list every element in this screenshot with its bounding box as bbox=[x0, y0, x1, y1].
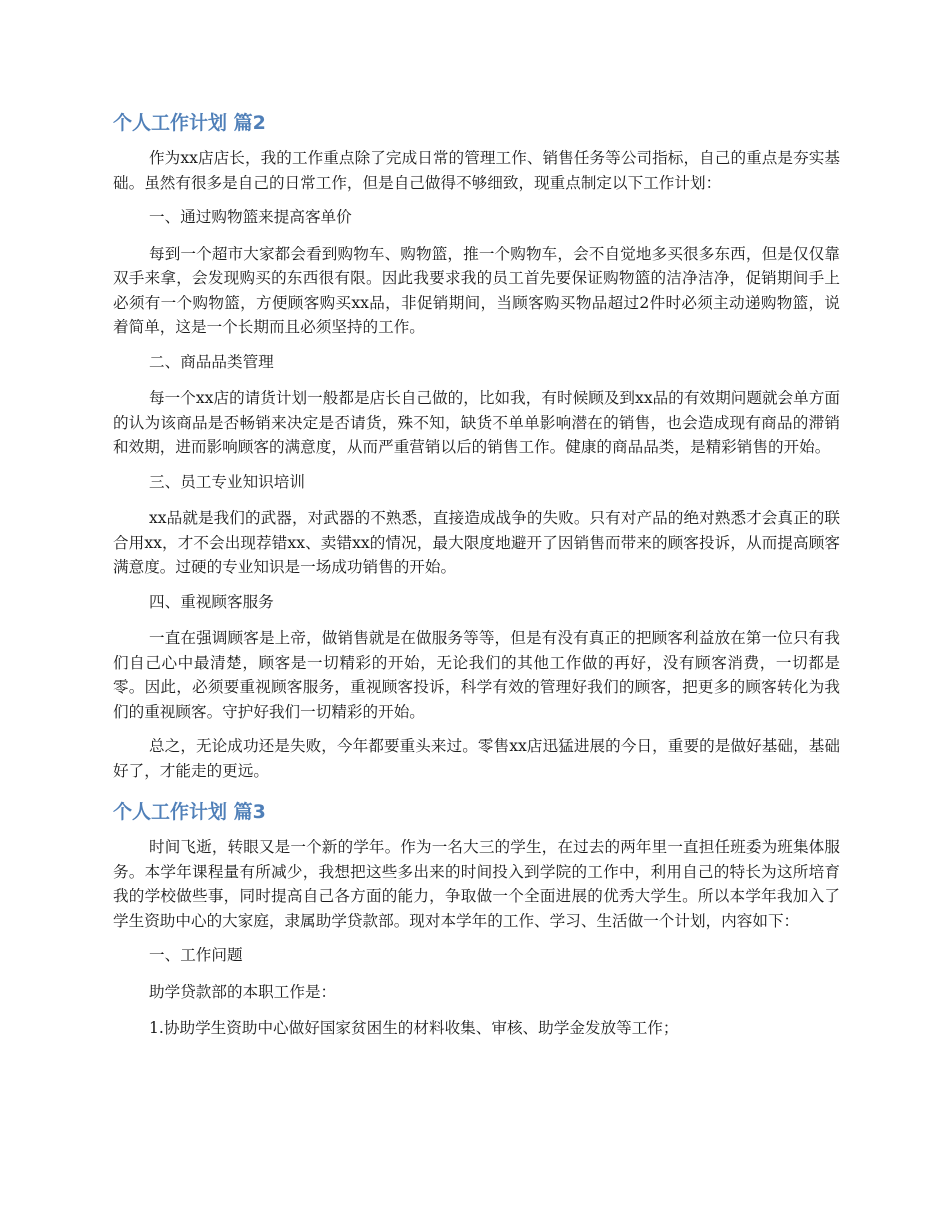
paragraph: 时间飞逝，转眼又是一个新的学年。作为一名大三的学生，在过去的两年里一直担任班委为班集体服务。本学年课程量有所减少，我想把这些多出来的时间投入到学院的工作中，利用自己的特长为这所培育我的学校做些事，同时提高自己各方面的能力，争取做一个全面进展的优秀大学生。所以本学年我加入了学生资助中心的大家庭，隶属助学贷款部。现对本学年的工作、学习、生活做一个计划，内容如下： bbox=[113, 838, 840, 930]
paragraph: 每一个xx店的请货计划一般都是店长自己做的，比如我，有时候顾及到xx品的有效期问题就会单方面的认为该商品是否畅销来决定是否请货，殊不知，缺货不单单影响潜在的销售，也会造成现有商品的滞销和效期，进而影响顾客的满意度，从而严重营销以后的销售工作。健康的商品品类，是精彩销售的开始。 bbox=[113, 389, 840, 456]
subheading: 一、通过购物篮来提高客单价 bbox=[149, 208, 352, 226]
subheading: 一、工作问题 bbox=[149, 946, 243, 964]
subheading: 二、商品品类管理 bbox=[149, 352, 274, 371]
subheading: 四、重视顾客服务 bbox=[149, 592, 274, 611]
paragraph: 一直在强调顾客是上帝，做销售就是在做服务等等，但是有没有真正的把顾客利益放在第一位只有我们自己心中最清楚，顾客是一切精彩的开始，无论我们的其他工作做的再好，没有顾客消费，一切都是零。因此，必须要重视顾客服务，重视顾客投诉，科学有效的管理好我们的顾客，把更多的顾客转化为我们的重视顾客。守护好我们一切精彩的开始。 bbox=[113, 629, 840, 721]
section-heading-2: 个人工作计划 篇2 bbox=[113, 112, 266, 134]
paragraph: 总之，无论成功还是失败，今年都要重头来过。零售xx店迅猛进展的今日，重要的是做好基础，基础好了，才能走的更远。 bbox=[113, 737, 840, 780]
section-heading-3: 个人工作计划 篇3 bbox=[113, 801, 266, 823]
paragraph: 作为xx店店长，我的工作重点除了完成日常的管理工作、销售任务等公司指标，自己的重点是夯实基础。虽然有很多是自己的日常工作，但是自己做得不够细致，现重点制定以下工作计划： bbox=[113, 149, 840, 192]
document-page bbox=[113, 108, 840, 1051]
paragraph: 助学贷款部的本职工作是： bbox=[149, 982, 337, 1001]
subheading: 三、员工专业知识培训 bbox=[149, 472, 305, 491]
paragraph: 1.协助学生资助中心做好国家贫困生的材料收集、审核、助学金发放等工作； bbox=[149, 1019, 679, 1037]
paragraph: 每到一个超市大家都会看到购物车、购物篮，推一个购物车，会不自觉地多买很多东西，但是仅仅靠双手来拿，会发现购买的东西很有限。因此我要求我的员工首先要保证购物篮的洁净洁净，促销期间手上必须有一个购物篮，方便顾客购买xx品，非促销期间，当顾客购买物品超过2件时必须主动递购物篮，说着简单，这是一个长期而且必须坚持的工作。 bbox=[113, 244, 840, 336]
paragraph: xx品就是我们的武器，对武器的不熟悉，直接造成战争的失败。只有对产品的绝对熟悉才会真正的联合用xx，才不会出现荐错xx、卖错xx的情况，最大限度地避开了因销售而带来的顾客投诉，从而提高顾客满意度。过硬的专业知识是一场成功销售的开始。 bbox=[113, 509, 840, 576]
